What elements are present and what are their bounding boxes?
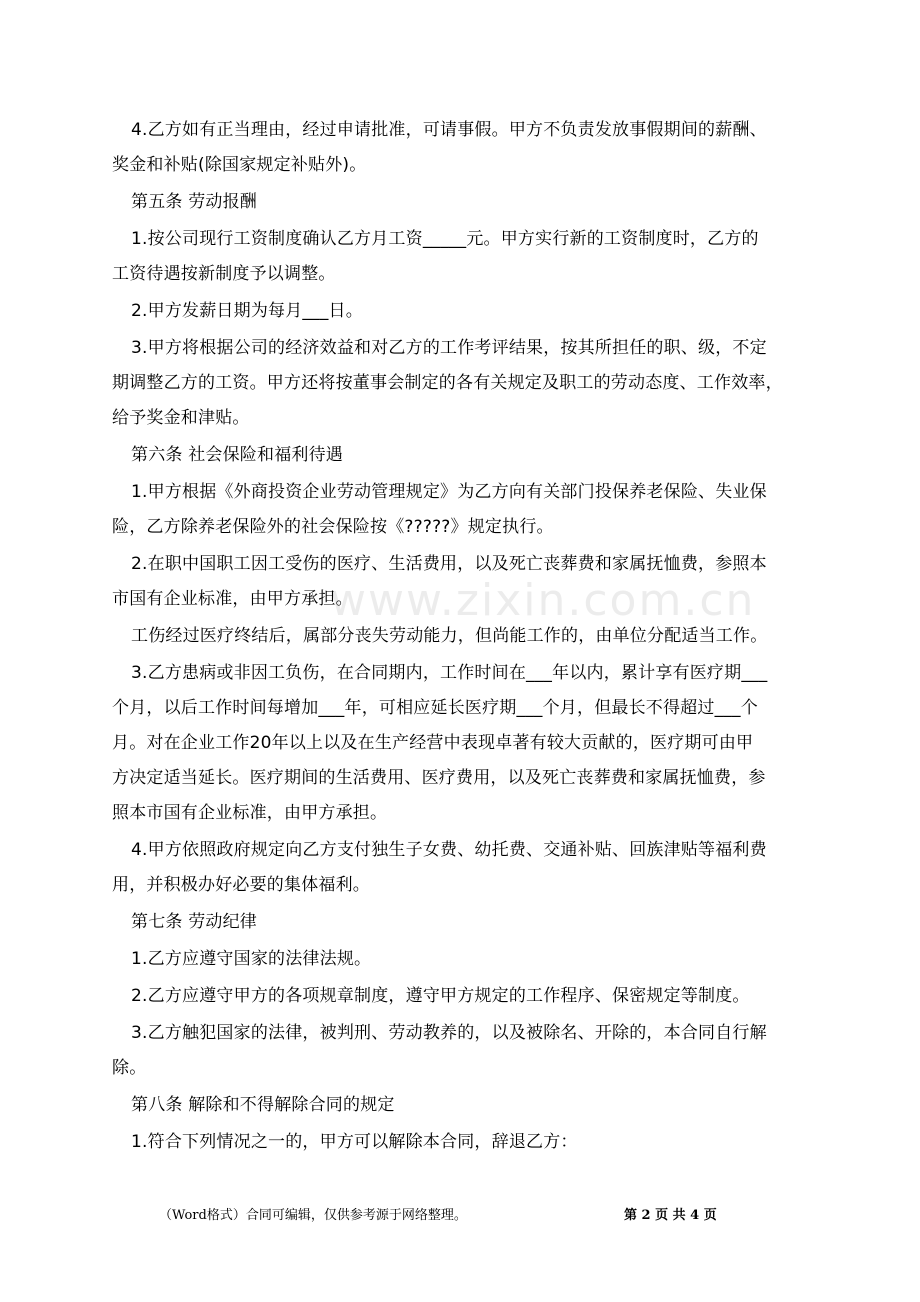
text-line: 期调整乙方的工资。甲方还将按董事会制定的各有关规定及职工的劳动态度、工作效率， — [112, 373, 783, 393]
text-line: 月。对在企业工作20年以上以及在生产经营中表现卓著有较大贡献的，医疗期可由甲 — [112, 733, 754, 753]
text-line: 4.乙方如有正当理由，经过申请批准，可请事假。甲方不负责发放事假期间的薪酬、 — [131, 120, 767, 140]
text-line: 1.按公司现行工资制度确认乙方月工资_____元。甲方实行新的工资制度时，乙方的 — [131, 229, 759, 249]
text-line: 3.甲方将根据公司的经济效益和对乙方的工作考评结果，按其所担任的职、级，不定 — [131, 338, 767, 358]
text-line: 2.甲方发薪日期为每月___日。 — [131, 301, 363, 321]
text-line: 用，并积极办好必要的集体福利。 — [112, 875, 370, 895]
text-line: 1.符合下列情况之一的，甲方可以解除本合同，辞退乙方： — [131, 1132, 578, 1152]
text-line: 1.甲方根据《外商投资企业劳动管理规定》为乙方向有关部门投保养老保险、失业保 — [131, 482, 767, 502]
text-line: 市国有企业标准，由甲方承担。 — [112, 589, 353, 609]
section-heading: 第七条 劳动纪律 — [131, 912, 258, 932]
text-line: 2.在职中国职工因工受伤的医疗、生活费用，以及死亡丧葬费和家属抚恤费，参照本 — [131, 554, 767, 574]
text-line: 工资待遇按新制度予以调整。 — [112, 264, 336, 284]
text-line: 工伤经过医疗终结后，属部分丧失劳动能力，但尚能工作的，由单位分配适当工作。 — [131, 626, 768, 646]
text-line: 4.甲方依照政府规定向乙方支付独生子女费、幼托费、交通补贴、回族津贴等福利费 — [131, 840, 767, 860]
text-line: 3.乙方患病或非因工负伤，在合同期内，工作时间在___年以内，累计享有医疗期___ — [131, 663, 768, 683]
watermark: www.zixin.com.cn — [330, 575, 756, 626]
text-line: 1.乙方应遵守国家的法律法规。 — [131, 949, 372, 969]
text-line: 3.乙方触犯国家的法律，被判刑、劳动教养的，以及被除名、开除的，本合同自行解 — [131, 1023, 767, 1043]
page-number: 第 2 页 共 4 页 — [624, 1208, 717, 1223]
text-line: 照本市国有企业标准，由甲方承担。 — [112, 803, 388, 823]
footer-note: （Word格式）合同可编辑，仅供参考源于网络整理。 — [159, 1208, 467, 1223]
section-heading: 第五条 劳动报酬 — [131, 192, 258, 212]
text-line: 2.乙方应遵守甲方的各项规章制度，遵守甲方规定的工作程序、保密规定等制度。 — [131, 986, 750, 1006]
text-line: 方决定适当延长。医疗期间的生活费用、医疗费用，以及死亡丧葬费和家属抚恤费，参 — [112, 768, 766, 788]
text-line: 个月，以后工作时间每增加___年，可相应延长医疗期___个月，但最长不得超过___个 — [112, 698, 758, 718]
text-line: 险，乙方除养老保险外的社会保险按《?????》规定执行。 — [112, 517, 554, 537]
text-line: 除。 — [112, 1058, 147, 1078]
text-line: 给予奖金和津贴。 — [112, 408, 250, 428]
section-heading: 第八条 解除和不得解除合同的规定 — [131, 1095, 395, 1115]
text-line: 奖金和补贴(除国家规定补贴外)。 — [112, 155, 367, 175]
section-heading: 第六条 社会保险和福利待遇 — [131, 445, 344, 465]
